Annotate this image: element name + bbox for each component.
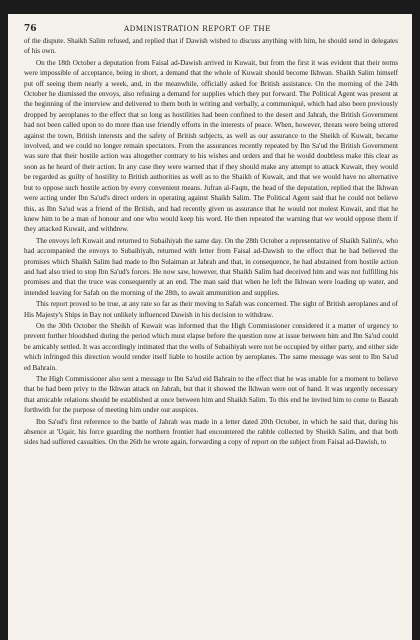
- paragraph-october-30: On the 30th October the Sheikh of Kuwait was informed that the High Commissioner considered it a matter of urgency to prevent further bloodshed during the period which must elapse before the question now at issue between him and Ibn Sa'ud could be amicably settled. It was accordingly intimated that the wells of Subaihiyah were not be occupied by either party, and either side which infringed this direction would render itself liable to hostile action by aeroplanes. The same message was sent to Ibn Sa'ud ed Bahrain.: [24, 321, 398, 372]
- document-page: [8, 14, 412, 640]
- body-text: [24, 36, 398, 448]
- paragraph-envoys-left-kuwait: The envoys left Kuwait and returned to Subaihiyah the same day. On the 28th October a representative of Shaikh Salim's, who had accompanied the envoys to Subaihiyah, returned with letter from Faisal ad-Dawish to the effect that he had believed the promises which Shaikh Salim had made to Ibn Sulaiman at Jahrah and that, in consequence, he had abstained from hostile action and had also tried to stop Ibn Sa'ud's forces. He now saw, however, that Shaikh Salim had deceived him and was not fulfilling his promises and that the truce was consequently at an end. The man said that when he left the Ikhwan were loading up water, and intended leaving for Safah on the morning of the 28th, to await ammunition and supplies.: [24, 236, 398, 297]
- running-head-title: ADMINISTRATION REPORT OF THE: [124, 24, 271, 33]
- page-number: 76: [24, 24, 37, 34]
- paragraph-high-commissioner-message: The High Commissioner also sent a message to Ibn Sa'ud eid Bahrain to the effect that he was unable for a moment to believe that he had been privy to the Ikhwan attack on Jahrah, but that it showed the Ikhwan were out of hand. It was urgently necessary that amicable relations should be established at once between him and Shaikh Salim. To this end he invited him to come to Basrah forthwith for the purpose of meeting him under our auspices.: [24, 375, 398, 415]
- running-head: [24, 24, 398, 34]
- paragraph-ibn-saud-reference: Ibn Sa'ud's first reference to the battle of Jahrah was made in a letter dated 20th October, in which he said that, during his absence at 'Uqair, his force guarding the northern frontier had encountered the rabble collected by Sheikh Salim, and that both sides had suffered casualties. On the 26th he wrote again, forwarding a copy of report on the subject from Faisal ad-Dawish, to: [24, 417, 398, 447]
- paragraph-deputation-october-18: On the 18th October a deputation from Faisal ad-Dawish arrived in Kuwait, but from the first it was evident that their terms were impossible of acceptance, being in short, a demand that the whole of Kuwait should become Ikhwan. Shaikh Salim himself put off seeing them nearly a week, and, in the meanwhile, officially asked for British assistance. On the morning of the 24th October he dismissed the envoys, also refusing a demand for supplies which they put forward. The Political Agent was present at the beginning of the interview and delivered to them both in writing and verbally, a communiqué, which had also been previously dropped by aeroplanes to the effect that so long as hostilities had been confined to the desert and Jahrah, the British Government had not been called upon to do more than use friendly efforts in the interests of peace. When, however, threats were being uttered against the town, British interests and the safety of British subjects, as well as our assurance to the Sheikh of Kuwait, became involved, and we could no longer remain spectators. From the assurances recently repeated by Ibn Sa'ud the British Government was sure that their hostile action was altogether contrary to his wishes and orders and that he would doubtless make this clear as soon as he heard of their action. In any case they were warned that if they should make any attempt to attack Kuwait, they would be regarded as guilty of hostility to British authorities as well as to the Shaikh of Kuwait, and that we would have no alternative but to oppose such hostile action by every convenient means. Jufran al-Faqm, the head of the deputation, replied that the Ikhwan were acting under Ibn Sa'ud's direct orders in operating against Shaikh Salim. The Political Agent said that he could not believe this, as Ibn Sa'ud was a friend of the British, and had recently given us assurance that he would not molest Kuwait, and that he knew him to be a man of honour and one who would keep his word. He then repeated the warning that we would oppose them if they attacked Kuwait, and withdrew.: [24, 58, 398, 234]
- paragraph-move-to-safah: This report proved to be true, at any rate so far as their moving to Safah was concerned. The sight of British aeroplanes and of His Majesty's Ships in Bay not unlikely influenced Dawish in his decision to withdraw.: [24, 300, 398, 319]
- paragraph-continued: of the dispute. Shaikh Salim refused, and replied that if Dawish wished to discuss anything with him, he should send in delegates of his own.: [24, 37, 398, 56]
